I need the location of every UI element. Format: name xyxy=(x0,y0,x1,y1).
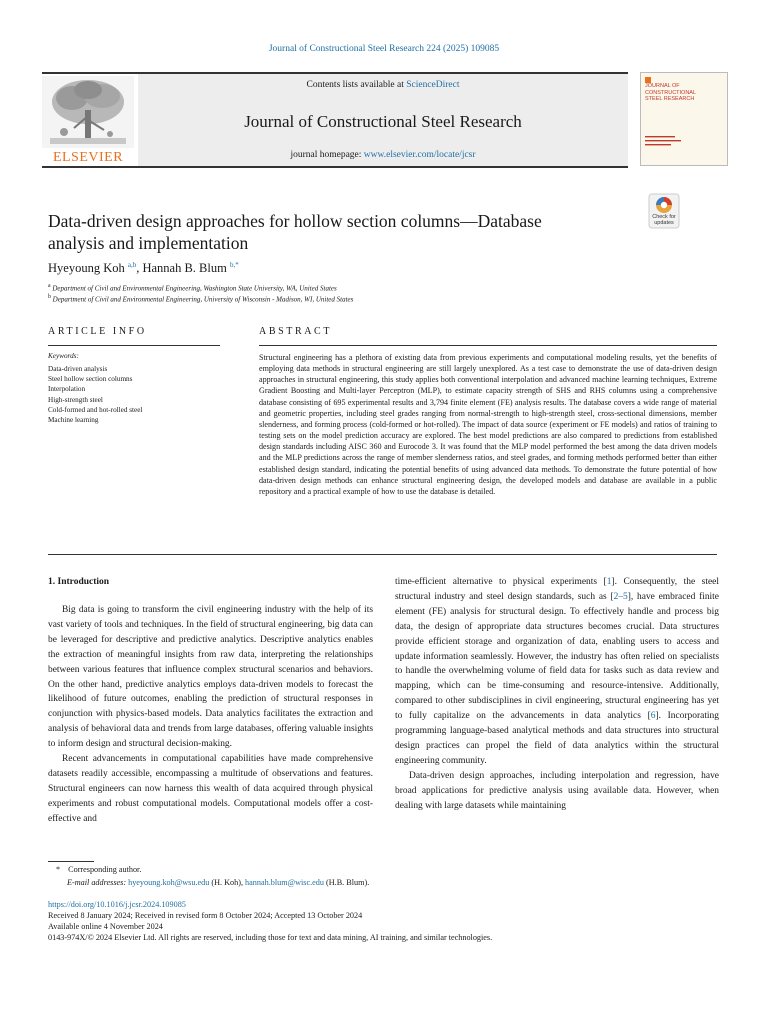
email-owner: (H. Koh), xyxy=(209,878,246,887)
affil-marker: b xyxy=(48,294,51,300)
body-paragraph: Recent advancements in computational capabilities have made comprehensive datasets readily accessible, encompassing a multitude of observations and features. Structural engineers can now harness this wealth of data acquired through physical experiments and robust computational models. Computational models offer a cost-effective and xyxy=(48,754,373,824)
masthead-rule-bottom xyxy=(42,166,628,168)
keyword-list xyxy=(48,364,142,425)
keyword-item: High-strength steel xyxy=(48,395,103,404)
email-link[interactable]: hyeyoung.koh@wsu.edu xyxy=(128,878,210,887)
corresponding-label: Corresponding author. xyxy=(68,865,142,874)
journal-citation[interactable]: Journal of Constructional Steel Research 224 (2025) 109085 xyxy=(268,44,500,54)
citation-link[interactable]: 1 xyxy=(606,577,612,587)
body-column-left xyxy=(48,603,373,827)
abstract-rule-bottom xyxy=(48,554,717,555)
section-heading-introduction: 1. Introduction xyxy=(48,577,110,587)
author-list xyxy=(48,261,239,276)
email-owner: (H.B. Blum). xyxy=(323,878,370,887)
cover-title-line: STEEL RESEARCH xyxy=(645,96,695,102)
history-dates: Received 8 January 2024; Received in revised form 8 October 2024; Accepted 13 October 2024 xyxy=(48,911,363,920)
doi-link[interactable]: https://doi.org/10.1016/j.jcsr.2024.109085 xyxy=(48,900,186,909)
affil-text: Department of Civil and Environmental Engineering, Washington State University, WA, United States xyxy=(52,284,337,293)
abstract-heading: ABSTRACT xyxy=(259,326,333,337)
email-line xyxy=(67,878,369,887)
affil-marker: a xyxy=(48,283,51,289)
body-text: time-efficient alternative to physical experiments [ xyxy=(395,577,607,587)
author-separator: , xyxy=(136,261,143,276)
contents-prefix: Contents lists available at xyxy=(306,80,407,90)
article-title-line: Data-driven design approaches for hollow section columns—Database xyxy=(48,211,542,231)
affil-text: Department of Civil and Environmental Engineering, University of Wisconsin - Madison, WI, United States xyxy=(52,295,354,304)
affiliation-a xyxy=(48,283,337,292)
journal-homepage xyxy=(138,150,628,160)
article-title-line: analysis and implementation xyxy=(48,233,249,253)
keyword-item: Cold-formed and hot-rolled steel xyxy=(48,405,143,414)
citation-link[interactable]: 2–5 xyxy=(613,591,628,602)
copyright-line: 0143-974X/© 2024 Elsevier Ltd. All rights are reserved, including those for text and data mining, AI training, and similar technologies. xyxy=(48,933,493,942)
body-text: ]. Consequently, the steel structural industry and steel design standards, such as [ xyxy=(395,577,719,602)
body-text: ]. Incorporating programming language-based analytical methods and data structures into structural design practices can propel the field of data analytics within the structural engineering community. xyxy=(395,711,719,766)
check-label-line: updates xyxy=(654,220,674,226)
cover-title-line: JOURNAL OF xyxy=(645,83,680,89)
author-name[interactable]: Hannah B. Blum xyxy=(142,261,227,276)
body-paragraph: Big data is going to transform the civil engineering industry with the help of its vast variety of tools and techniques. In the field of structural engineering, big data can be leveraged for descriptive and predictive analytics. Descriptive analytics enables the extraction of meaningful insights from raw data, interpreting the relationships between various features that influence complex structural scenarios and behaviors. On the other hand, predictive analytics employs data-driven models to forecast the likelihood of future outcomes, enabling the prediction of structural responses in conjunction with physics-based models. Data analytics facilitates the extraction and analysis of behavioral data and trends from large databases, offering valuable insights to inform design and structural decision-making. xyxy=(48,605,373,750)
author-affil-marker[interactable]: b,* xyxy=(229,261,239,269)
abstract-rule-top xyxy=(259,345,717,346)
keywords-label: Keywords: xyxy=(48,352,79,360)
keyword-item: Interpolation xyxy=(48,385,86,394)
cover-small-print xyxy=(645,135,689,149)
article-info-heading: ARTICLE INFO xyxy=(48,326,147,337)
keyword-item: Data-driven analysis xyxy=(48,365,108,373)
contents-line xyxy=(138,80,628,90)
body-text: ], have embraced finite element (FE) analysis for structural design. To effectively handle and process big data, the design of appropriate data structures becomes crucial. Data structures provide efficient storage and organization of data, enabling users to access and update information seamlessly. However, the industry has often relied on specialists to handle the overwhelming volume of field data for tasks such as data review and mapping, which can be time-consuming and resource-intensive. Additionally, compared to other subdisciplines in civil engineering, structural engineering has yet to fully capitalize on the advancements in data analytics [ xyxy=(395,591,719,722)
keyword-item: Machine learning xyxy=(48,416,99,425)
email-link[interactable]: hannah.blum@wisc.edu xyxy=(245,878,324,887)
affiliation-b xyxy=(48,294,353,303)
body-paragraph xyxy=(395,575,719,769)
body-paragraph: Data-driven design approaches, including interpolation and regression, have broad applications for predictive analysis using available data. However, when dealing with large datasets while maintaining xyxy=(395,770,719,811)
check-for-updates-label[interactable] xyxy=(640,214,688,226)
masthead xyxy=(42,72,726,166)
author-name[interactable]: Hyeyoung Koh xyxy=(48,261,125,276)
abstract-text: Structural engineering has a plethora of existing data from previous experiments and computational modeling results, yet the benefits of employing data methods in structural engineering are still largely unexplored. As a test case to demonstrate the use of data-driven design approaches in structural engineering, this study applies both conventional interpolation and advanced machine learning techniques, Extreme Gradient Boosting and Multi-layer Perceptron (MLP), to estimate capacity strength of SHS and RHS columns using a comprehensive database consisting of 695 experimental results and 3,794 finite element (FE) analysis results. The database covers a wide range of material and geometric properties, including steel grades ranging from normal-strength to high-strength steel, cross-sectional dimensions, member slenderness, and forming process (cold-formed or hot-rolled). The impact of data source (experiment or FE models) and ratios of training to testing sets on the model prediction accuracy are explored. The best model predictions are also compared to predictions from established design standards including AISC 360 and Eurocode 3. It was found that the MLP model performed the best among the data driven models and the MLP predictions across the range of member slenderness ratios, and steel grades, and forming methods performed better than either established design standard, indicating the potential benefits of using advanced data methods. To demonstrate the future potential of how data-driven design methods can enhance structural engineering design, the developed models and database are available in a public repository and a practical example of how to use the database is detailed. xyxy=(259,353,717,496)
sciencedirect-link[interactable]: ScienceDirect xyxy=(406,80,460,90)
journal-cover-thumbnail[interactable] xyxy=(640,72,728,166)
email-label: E-mail addresses: xyxy=(67,878,127,887)
footnote-rule xyxy=(48,861,94,862)
online-date: Available online 4 November 2024 xyxy=(48,922,163,931)
keyword-item: Steel hollow section columns xyxy=(48,375,133,384)
article-info-rule xyxy=(48,345,220,346)
homepage-link[interactable]: www.elsevier.com/locate/jcsr xyxy=(363,150,476,160)
cover-title xyxy=(645,83,715,103)
footer xyxy=(48,899,492,943)
publisher-wordmark: ELSEVIER xyxy=(52,150,124,165)
corresponding-note xyxy=(56,865,141,874)
journal-title: Journal of Constructional Steel Research xyxy=(244,112,522,131)
cover-title-line: CONSTRUCTIONAL xyxy=(645,89,697,96)
article-title xyxy=(48,210,628,254)
body-column-right xyxy=(395,575,719,814)
check-label-line: Check for xyxy=(652,214,676,220)
homepage-prefix: journal homepage: xyxy=(290,150,364,160)
citation-link[interactable]: 6 xyxy=(650,711,656,722)
footnote-mark: * xyxy=(56,865,61,874)
author-affil-marker[interactable]: a,b xyxy=(127,261,137,269)
